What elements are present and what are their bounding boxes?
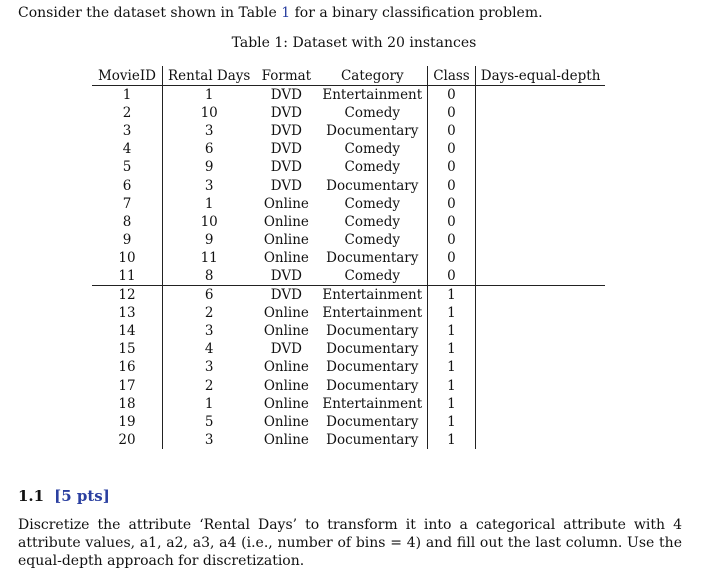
cell-category: Comedy [344,159,401,176]
table-row [92,377,605,395]
table-row [92,195,605,213]
cell-format: DVD [270,123,302,140]
cell-class: 1 [428,377,476,395]
table-row [92,267,605,286]
cell-rental-days: 1 [163,395,256,413]
cell-format: DVD [270,105,302,122]
cell-format: DVD [270,159,302,176]
header-rental-days: Rental Days [163,66,256,86]
cell-rental-days: 3 [163,431,256,449]
cell-movieid: 9 [122,231,132,248]
cell-rental-days: 8 [163,267,256,286]
cell-format: Online [263,359,309,376]
cell-movieid: 4 [122,141,132,158]
cell-category: Documentary [326,123,419,140]
cell-days-equal-depth [475,431,605,449]
cell-class: 0 [428,158,476,176]
cell-category: Entertainment [322,395,423,412]
cell-class: 0 [428,213,476,231]
cell-movieid: 11 [118,267,136,284]
intro-text-after: for a binary classification problem. [290,5,543,21]
cell-format: Online [263,431,309,448]
cell-category: Comedy [344,195,401,212]
cell-days-equal-depth [475,213,605,231]
header-days-equal-depth: Days-equal-depth [475,66,605,86]
cell-category: Comedy [344,141,401,158]
cell-movieid: 13 [118,305,136,322]
table-reference-link[interactable]: 1 [281,5,291,21]
table-row [92,304,605,322]
cell-class: 0 [428,140,476,158]
header-category: Category [317,66,427,86]
cell-class: 0 [428,249,476,267]
cell-rental-days: 9 [163,158,256,176]
cell-movieid: 17 [118,377,136,394]
cell-class: 0 [428,195,476,213]
cell-days-equal-depth [475,322,605,340]
cell-category: Documentary [326,323,419,340]
cell-rental-days: 3 [163,358,256,376]
cell-days-equal-depth [475,86,605,105]
cell-days-equal-depth [475,122,605,140]
cell-rental-days: 1 [163,195,256,213]
cell-format: Online [263,231,309,248]
cell-movieid: 2 [122,105,132,122]
table-row [92,431,605,449]
cell-movieid: 20 [118,431,136,448]
cell-format: DVD [270,267,302,284]
cell-class: 0 [428,176,476,194]
table-row [92,86,605,105]
cell-rental-days: 11 [163,249,256,267]
cell-rental-days: 3 [163,122,256,140]
cell-class: 1 [428,322,476,340]
cell-format: Online [263,395,309,412]
cell-movieid: 3 [122,123,132,140]
table-header-row [92,66,605,86]
cell-class: 0 [428,104,476,122]
cell-movieid: 5 [122,159,132,176]
cell-days-equal-depth [475,358,605,376]
question-paragraph: Discretize the attribute ‘Rental Days’ to transform it into a categorical attribute with 4 attribute values, a1, a2, a3, a4 (i.e., number of bins = 4) and fill out the last column. Use the equal-depth approach for discretization. [18,517,682,569]
cell-category: Documentary [326,177,419,194]
cell-format: Online [263,323,309,340]
header-movieid: MovieID [92,66,163,86]
intro-sentence [18,5,543,21]
table-row [92,249,605,267]
cell-rental-days: 10 [163,104,256,122]
cell-category: Comedy [344,267,401,284]
cell-class: 0 [428,267,476,286]
header-format: Format [255,66,317,86]
cell-class: 1 [428,286,476,305]
section-heading [18,487,110,505]
table-caption: Table 1: Dataset with 20 instances [231,35,477,51]
cell-format: Online [263,413,309,430]
cell-format: DVD [270,341,302,358]
cell-days-equal-depth [475,176,605,194]
table-row [92,140,605,158]
table-row [92,231,605,249]
cell-format: Online [263,249,309,266]
cell-days-equal-depth [475,395,605,413]
table-row [92,413,605,431]
cell-class: 1 [428,413,476,431]
cell-format: Online [263,305,309,322]
cell-movieid: 14 [118,323,136,340]
cell-rental-days: 6 [163,140,256,158]
cell-category: Documentary [326,377,419,394]
cell-days-equal-depth [475,195,605,213]
cell-rental-days: 9 [163,231,256,249]
cell-category: Documentary [326,431,419,448]
cell-format: DVD [270,177,302,194]
cell-format: DVD [255,286,317,305]
table-row [92,104,605,122]
cell-category: Entertainment [322,87,423,104]
cell-class: 1 [428,358,476,376]
cell-category: Comedy [344,105,401,122]
cell-category: Comedy [344,213,401,230]
cell-class: 0 [428,122,476,140]
cell-category: Entertainment [317,286,427,305]
cell-rental-days: 3 [163,176,256,194]
cell-movieid: 18 [118,395,136,412]
cell-days-equal-depth [475,158,605,176]
cell-format: DVD [270,87,302,104]
cell-class: 1 [428,395,476,413]
table-row [92,358,605,376]
cell-days-equal-depth [475,249,605,267]
table-row [92,176,605,194]
dataset-table [92,66,605,449]
cell-movieid: 7 [122,195,132,212]
header-class: Class [428,66,476,86]
cell-days-equal-depth [475,304,605,322]
cell-category: Documentary [326,359,419,376]
table-row [92,122,605,140]
cell-days-equal-depth [475,104,605,122]
cell-rental-days: 3 [163,322,256,340]
cell-movieid: 12 [92,286,163,305]
intro-text-before: Consider the dataset shown in Table [18,5,282,21]
table-row [92,395,605,413]
cell-movieid: 15 [118,341,136,358]
table-body [92,86,605,449]
section-number: 1.1 [18,487,45,505]
cell-rental-days: 1 [163,86,256,105]
cell-format: Online [263,195,309,212]
cell-category: Documentary [326,249,419,266]
cell-rental-days: 10 [163,213,256,231]
cell-category: Documentary [326,413,419,430]
cell-movieid: 1 [122,87,132,104]
cell-format: Online [263,377,309,394]
cell-rental-days: 5 [163,413,256,431]
cell-rental-days: 2 [163,377,256,395]
cell-days-equal-depth [475,286,605,305]
cell-category: Entertainment [322,305,423,322]
table-row [92,286,605,305]
table-row [92,213,605,231]
cell-category: Comedy [344,231,401,248]
table-row [92,322,605,340]
cell-movieid: 16 [118,359,136,376]
cell-format: DVD [270,141,302,158]
table-row [92,340,605,358]
cell-rental-days: 4 [163,340,256,358]
cell-category: Documentary [326,341,419,358]
cell-class: 1 [428,431,476,449]
cell-movieid: 10 [118,249,136,266]
cell-class: 0 [428,231,476,249]
cell-days-equal-depth [475,340,605,358]
cell-movieid: 6 [122,177,132,194]
cell-movieid: 19 [118,413,136,430]
cell-days-equal-depth [475,140,605,158]
cell-class: 1 [428,340,476,358]
table-row [92,158,605,176]
cell-class: 0 [428,86,476,105]
cell-movieid: 8 [122,213,132,230]
cell-rental-days: 6 [163,286,256,305]
cell-format: Online [263,213,309,230]
cell-days-equal-depth [475,231,605,249]
cell-days-equal-depth [475,377,605,395]
cell-days-equal-depth [475,267,605,286]
cell-class: 1 [428,304,476,322]
cell-days-equal-depth [475,413,605,431]
section-points: [5 pts] [54,487,110,505]
cell-rental-days: 2 [163,304,256,322]
